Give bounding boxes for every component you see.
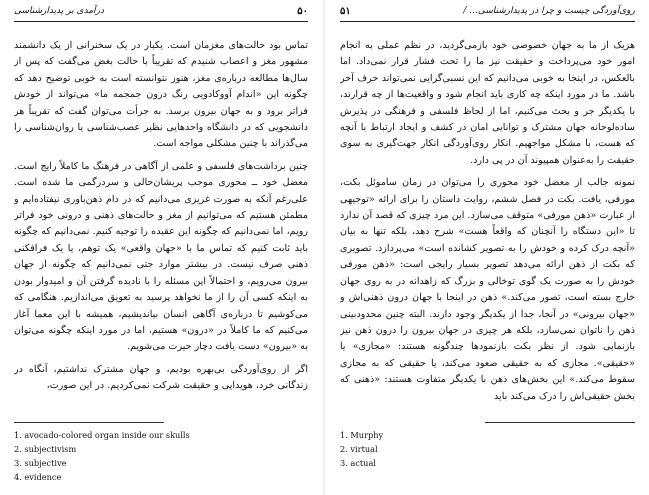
- left-paragraph-3: اگر از روی‌آوردگی بی‌بهره بودیم، و جهان مشترک نداشتیم، آنگاه در زندگانی خرد، هویدایی و حقیقت شرکت نمی‌کردیم. در این صورت،: [14, 363, 308, 392]
- left-paragraph-2: چنین برداشت‌های فلسفی و علمی از آگاهی در فرهنگ ما کاملاً رایج است. معضل خود ــ محوری موجب پریشان‌حالی و سردرگمی ما شده است. علی‌رغم آنکه به صورت غریزی می‌دانیم که در دام ذهن‌باوری نیفتاده‌ایم و مطمئن هستیم که می‌توانیم از مغز و حالت‌های ذهنی و درونی خود فراتر رویم، اما نمی‌دانیم که چگونه این عقیده را توجیه کنیم. نمی‌دانیم که چگونه باید ثابت کنیم که تماس ما با «جهان واقعی» یک توهم، یا یک فرافکنی ذهنی صرف نیست. در بیشتر موارد حتی نمی‌دانیم که چگونه از جهان بیرون می‌رویم، و احتمالاً این مسئله را با نادیده گرفتن آن و امیدوار بودن به اینکه کسی آن را از ما نخواهد پرسید به تعویق می‌اندازیم. هنگامی که می‌کوشیم تا درباره‌ی آگاهی انسان بیاندیشیم، همیشه با این معما آغاز می‌کنیم که ما کاملاً در «درون» هستیم، اما در مورد اینکه چگونه می‌توان به «بیرون» دست یافت دچار حیرت می‌شویم.: [14, 160, 308, 353]
- right-footnote-rule: [485, 422, 635, 423]
- right-paragraph-1: هریک از ما به جهان خصوصی خود بازمی‌گردید، در نظم عملی به انجام امور خود می‌پرداخت و حقیقت نیز ما را تحت فشار قرار نمی‌داد. اما بالعکس، در اینجا به خوبی می‌دانیم که این نسبی‌گرایی نمی‌تواند حرف آخر باشد. ما در مورد اینکه چه کاری باید انجام شود و واقعیت‌ها از چه قرارند، با یکدیگر جر و بحث می‌کنیم، اما از لحاظ فلسفی و فرهنگی در پذیرش ساده‌لوحانه جهان مشترک و توانایی امان در کشف و ایجاد ارتباط با آنچه که هست، با مشکل مواجهیم. انکار روی‌آوردگی انکار جهت‌گیری به سوی حقیقت را به‌عنوان همپیوند آن در پی دارد.: [340, 40, 635, 166]
- left-footnote-1: 1. avocado-colored organ inside our skulls: [14, 430, 190, 440]
- right-footnotes: [340, 428, 635, 470]
- left-footnote-3: 3. subjective: [14, 458, 67, 468]
- left-footnote-2: 2. subjectivism: [14, 444, 77, 454]
- left-page-number: ۵۰: [297, 5, 308, 17]
- right-page-number: ۵۱: [340, 5, 351, 17]
- right-page: [326, 0, 649, 495]
- right-footnote-1: 1. Murphy: [340, 430, 384, 440]
- right-page-body: [340, 38, 635, 416]
- right-footnote-2: 2. virtual: [340, 444, 378, 454]
- left-footnotes: [14, 428, 308, 484]
- left-footnote-rule: [14, 422, 164, 423]
- right-page-header: [340, 4, 635, 22]
- left-footnote-4: 4. evidence: [14, 472, 62, 482]
- right-running-head: روی‌آوردگی چیست و چرا در پدیدارشناسی... /: [463, 6, 635, 16]
- left-page-body: [14, 38, 308, 416]
- left-paragraph-1: تماس بود حالت‌های مغزمان است. یکبار در یک سخنرانی از یک دانشمند مشهور مغز و اعصاب شنیدم که تقریباً با حالت بغض می‌گفت که پس از سال‌ها مطالعه درباره‌ی مغز، هنوز نتوانسته است به خوبی توضیح دهد که چگونه این «اندام آووکادویی رنگ درون جمجمه ما» می‌تواند از خودش فراتر برود و به جهان بیرون برسد. به جرأت می‌توان گفت که تقریباً هر دانشجویی که در دانشگاه واحدهایی نظیر عصب‌شناسی یا روان‌شناسی را می‌گذراند با چنین مشکلی مواجه است.: [14, 40, 308, 150]
- left-page-header: [14, 4, 308, 22]
- left-page: [0, 0, 322, 495]
- right-footnote-3: 3. actual: [340, 458, 376, 468]
- right-paragraph-2: نمونه جالب از معضل خود محوری را می‌توان در زمان ساموئل بکت، مورفی، یافت. بکت در فصل ششم، روایت داستان را برای ارائه «توجیهی از عبارت «ذهن مورفی» متوقف می‌سازد. این مرد چیزی که قصد آن ندارد تا «این دستگاه را آنچنان که واقعاً هست» شرح دهد، بلکه تنها به بیان «آنچه درک کرده و خودش را به تصویر کشانده است» می‌پردازد. تصویری که بکت از ذهن ارائه می‌دهد تصویر بسیار رایجی است: «ذهن مورفی خودش را به صورت یک گوی توخالی و بزرگ که زاهدانه در به روی جهان خارج بسته است، تصور می‌کند.» ذهن در اینجا با جهان درون ذهنی‌اش و «جهان بیرونی» در آنجا، جدا از یکدیگر وجود دارند. البته چنین محدودبینی ذهن را ناتوان نمی‌سازد، بلکه هر چیزی در جهان بیرون را درون ذهن نیز بازنمایی شود. از نظر بکت بازنمودها چندگونه هستند: «مجازی» یا «حقیقی». مجازی که به حقیقی صعود می‌کند، یا حقیقی که به مجازی سقوط می‌کند.» این بخش‌های ذهن با یکدیگر متفاوت هستند: «ذهنی که بخش حقیقی‌اش را درک می‌کند باید: [340, 177, 635, 402]
- left-running-head: درآمدی بر پدیدارشناسی: [14, 6, 104, 16]
- page-gutter: [323, 0, 325, 495]
